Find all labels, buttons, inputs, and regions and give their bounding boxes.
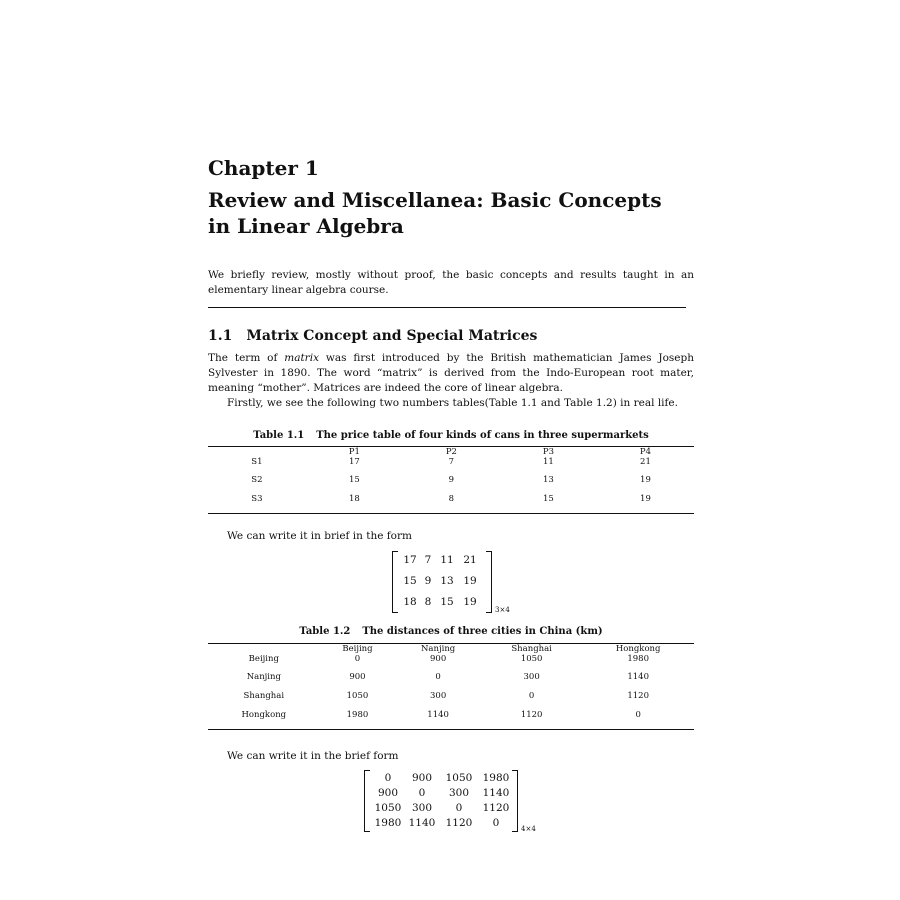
left-bracket [364,770,370,832]
matrix-entry: 300 [411,802,433,814]
table-cell: 1120 [481,710,582,730]
chapter-label: Chapter 1 [208,156,319,180]
table1-caption [208,430,694,441]
matrix-entry: 13 [440,575,454,587]
matrix-entry: 0 [455,802,463,814]
table-cell: 0 [582,710,694,730]
table-cell: 0 [354,654,361,664]
paragraph-tables-intro: Firstly, we see the following two numbers tables(Table 1.1 and Table 1.2) in real life. [227,397,678,409]
table-cell: 300 [430,691,447,701]
table-row [208,475,694,494]
matrix-entry: 1120 [482,802,510,814]
matrix1-intro: We can write it in brief in the form [227,530,412,542]
section-heading [208,328,537,344]
matrix-entry: 11 [440,554,454,566]
matrix-entry: 19 [463,596,477,608]
table-row [208,710,694,730]
table-cell: 8 [403,494,500,514]
table2-label: Table 1.2 [299,626,351,637]
matrix-entry: 15 [403,575,417,587]
column-header: Beijing [320,644,396,655]
paragraph-matrix-history [208,351,694,396]
paragraph1-pre: The term of [208,352,285,364]
row-label: S3 [208,494,306,514]
paragraph1-emph: matrix [284,352,319,364]
table-cell: 15 [348,475,360,485]
matrix1-dimension: 3×4 [495,606,510,614]
matrix-entry: 900 [377,787,399,799]
matrix2-intro: We can write it in the brief form [227,750,399,762]
table-cell: 17 [348,457,360,467]
table-cell: 1120 [627,691,649,701]
table1-label: Table 1.1 [253,430,305,441]
matrix-entry: 1140 [408,817,436,829]
table-cell: 1140 [395,710,481,730]
row-label: Hongkong [208,710,320,730]
table-cell: 900 [349,672,366,682]
distance-table [208,643,694,730]
table-cell: 1980 [320,710,396,730]
column-header: Nanjing [395,644,481,655]
table-row [208,457,694,475]
row-label: Nanjing [246,672,281,682]
table-cell: 0 [528,691,535,701]
price-matrix [392,551,492,613]
matrix-entry: 18 [403,596,417,608]
column-header: Shanghai [481,644,582,655]
chapter-abstract: We briefly review, mostly without proof, the basic concepts and results taught in an elementary linear algebra course. [208,269,694,296]
paragraph1-post: was first introduced by the British mathematician James Joseph Sylvester in 1890. The word “matrix” is derived from the Indo-European root mater, meaning “mother”. Matrices are indeed the core of linear algebra. [208,352,694,394]
row-label: S2 [251,475,263,485]
row-label: Beijing [248,654,279,664]
row-label: S1 [251,457,263,467]
table-row [208,494,694,514]
table-row [208,691,694,710]
table-cell: 1140 [627,672,649,682]
matrix-entry: 0 [492,817,500,829]
column-header: P1 [306,447,403,458]
abstract-divider [208,307,686,308]
matrix-entry: 1140 [482,787,510,799]
section-title: Matrix Concept and Special Matrices [246,328,538,344]
table-row [208,672,694,691]
matrix2-dimension: 4×4 [521,825,536,833]
column-header: P3 [500,447,597,458]
table-cell: 1050 [520,654,543,664]
section-number: 1.1 [208,328,233,344]
matrix-entry: 15 [440,596,454,608]
table-cell: 7 [448,457,455,467]
table-cell: 19 [640,475,651,485]
matrix-entry: 19 [463,575,477,587]
matrix-entry: 0 [384,772,392,784]
table-cell: 300 [523,672,540,682]
table-row [208,654,694,672]
matrix-entry: 0 [418,787,426,799]
column-header: Hongkong [582,644,694,655]
distance-matrix-entries [372,772,514,832]
matrix-entry: 8 [424,596,432,608]
matrix-entry: 17 [403,554,417,566]
column-header [208,644,320,655]
matrix-entry: 300 [448,787,470,799]
table-cell: 11 [543,457,554,467]
table-cell: 21 [640,457,651,467]
table-cell: 1980 [627,654,649,664]
table-cell: 900 [430,654,447,664]
matrix-entry: 1980 [374,817,402,829]
table-cell: 18 [306,494,403,514]
matrix-entry: 1120 [445,817,473,829]
matrix-entry: 1980 [482,772,510,784]
table-cell: 1050 [346,691,369,701]
table2-caption [208,626,694,637]
matrix-entry: 1050 [445,772,473,784]
right-bracket [486,551,492,613]
table-cell: 9 [448,475,455,485]
table-cell: 0 [435,672,441,682]
price-matrix-entries [400,554,482,617]
distance-matrix [364,770,518,832]
chapter-title: Review and Miscellanea: Basic Concepts in Linear Algebra [208,188,662,238]
column-header: P4 [597,447,694,458]
table2-caption-text: The distances of three cities in China (km) [362,626,603,637]
table1-caption-text: The price table of four kinds of cans in three supermarkets [316,430,649,441]
table-cell: 19 [597,494,694,514]
table-cell: 15 [500,494,597,514]
price-table [208,446,694,514]
matrix-entry: 21 [463,554,477,566]
matrix-entry: 900 [411,772,433,784]
matrix-entry: 1050 [374,802,402,814]
left-bracket [392,551,398,613]
matrix-entry: 9 [424,575,432,587]
column-header [208,447,306,458]
right-bracket [512,770,518,832]
table-cell: 13 [543,475,554,485]
column-header: P2 [403,447,500,458]
matrix-entry: 7 [424,554,432,566]
row-label: Shanghai [243,691,285,701]
